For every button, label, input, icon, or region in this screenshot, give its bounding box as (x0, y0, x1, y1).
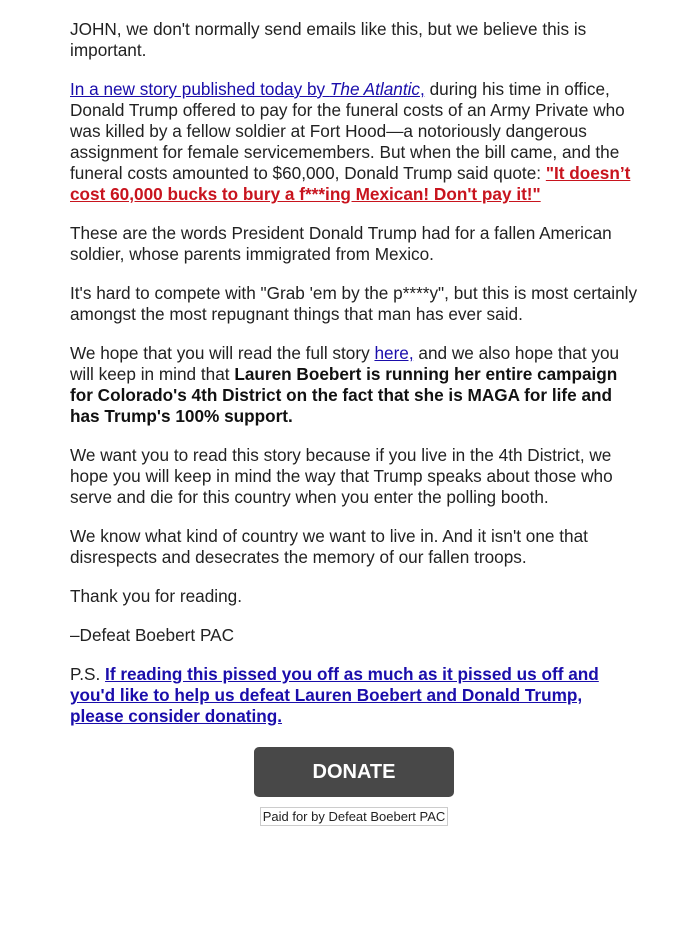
link-text: In a new story published today by (70, 79, 330, 99)
paragraph-read-story (70, 343, 638, 427)
bold-text: Lauren Boebert is running her entire campaign for Colorado's 4th District on the fact that she is MAGA for life and has Trump's 100% support. (70, 364, 618, 426)
ps-paragraph (70, 664, 638, 727)
link-comma: , (420, 79, 425, 99)
text: and we also hope that you will keep in mind that (70, 343, 620, 384)
donate-button[interactable]: DONATE (254, 747, 454, 797)
story-text: during his time in office, Donald Trump offered to pay for the funeral costs of an Army Private who was killed by a fellow soldier at Fort Hood—a notoriously dangerous assignment for female servicemembers. But when the bill came, and the funeral costs amounted to $60,000, Donald Trump said quote: (70, 79, 625, 183)
story-paragraph (70, 79, 638, 205)
paragraph-words: These are the words President Donald Trump had for a fallen American soldier, whose parents immigrated from Mexico. (70, 223, 612, 264)
paragraph-4th-district: We want you to read this story because if you live in the 4th District, we hope you will keep in mind the way that Trump speaks about those who serve and die for this country when you enter the polling booth. (70, 445, 613, 507)
donate-link[interactable]: If reading this pissed you off as much as it pissed us off and you'd like to help us defeat Lauren Boebert and Donald Trump, please consider donating. (70, 664, 599, 726)
paragraph-country: We know what kind of country we want to live in. And it isn't one that disrespects and desecrates the memory of our fallen troops. (70, 526, 588, 567)
donate-section (70, 747, 638, 826)
paragraph-thanks: Thank you for reading. (70, 586, 242, 606)
publication-name: The Atlantic (329, 79, 421, 99)
quote-link[interactable]: "It doesn’t cost 60,000 bucks to bury a f***ing Mexican! Don't pay it!" (70, 163, 631, 204)
greeting-paragraph: JOHN, we don't normally send emails like this, but we believe this is important. (70, 19, 587, 60)
text: We hope that you will read the full story (70, 343, 375, 363)
here-link[interactable]: here, (374, 343, 414, 363)
email-body (70, 19, 638, 826)
ps-label: P.S. (70, 664, 106, 684)
atlantic-story-link[interactable] (70, 79, 425, 99)
paid-for-disclaimer: Paid for by Defeat Boebert PAC (260, 807, 449, 826)
paragraph-compete: It's hard to compete with "Grab 'em by the p****y", but this is most certainly amongst the most repugnant things that man has ever said. (70, 283, 638, 324)
signature: –Defeat Boebert PAC (70, 625, 235, 645)
